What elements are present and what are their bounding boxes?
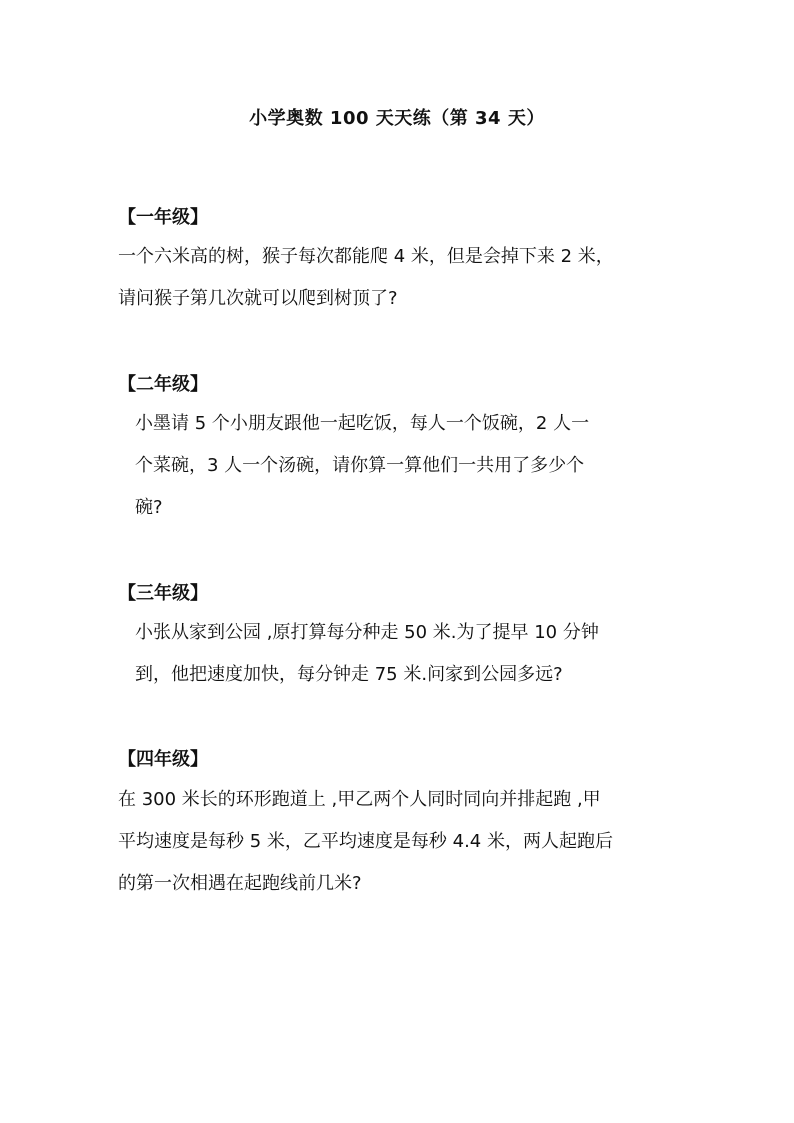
text-line: 请问猴子第几次就可以爬到树顶了? — [118, 288, 398, 309]
section-body-grade-4 — [118, 779, 613, 905]
page-title: 小学奥数 100 天天练（第 34 天） — [249, 108, 545, 129]
text-line: 平均速度是每秒 5 米，乙平均速度是每秒 4.4 米，两人起跑后 — [118, 831, 613, 852]
text-line: 小张从家到公园 ,原打算每分种走 50 米.为了提早 10 分钟 — [135, 622, 599, 643]
text-line: 碗? — [135, 497, 163, 518]
section-heading-grade-4: 【四年级】 — [118, 749, 208, 770]
text-line: 小墨请 5 个小朋友跟他一起吃饭，每人一个饭碗，2 人一 — [135, 413, 590, 434]
text-line: 的第一次相遇在起跑线前几米? — [118, 873, 362, 894]
section-body-grade-1 — [118, 236, 614, 320]
text-line: 个菜碗，3 人一个汤碗，请你算一算他们一共用了多少个 — [135, 455, 585, 476]
section-body-grade-3 — [135, 612, 599, 696]
text-line: 在 300 米长的环形跑道上 ,甲乙两个人同时同向并排起跑 ,甲 — [118, 789, 601, 810]
text-line: 到，他把速度加快，每分钟走 75 米.问家到公园多远? — [135, 664, 563, 685]
section-body-grade-2 — [135, 403, 589, 529]
text-line: 一个六米高的树，猴子每次都能爬 4 米，但是会掉下来 2 米， — [118, 246, 614, 267]
section-heading-grade-1: 【一年级】 — [118, 207, 208, 228]
section-heading-grade-2: 【二年级】 — [118, 374, 208, 395]
section-heading-grade-3: 【三年级】 — [118, 583, 208, 604]
